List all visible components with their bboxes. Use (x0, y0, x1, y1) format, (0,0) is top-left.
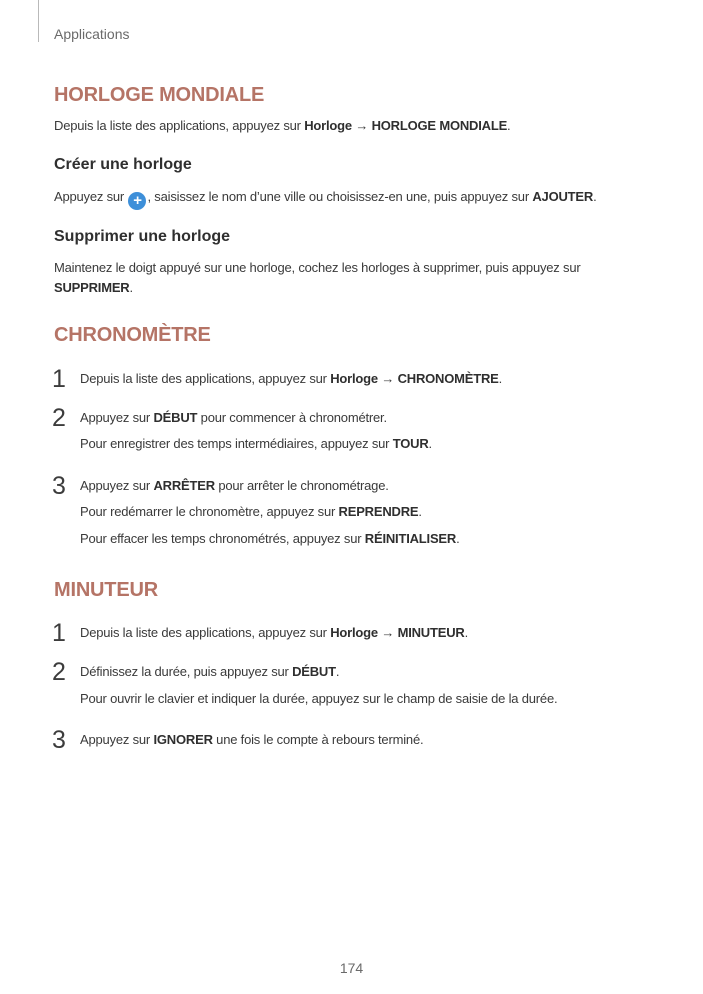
step-number: 1 (52, 619, 66, 647)
step-number: 3 (52, 472, 66, 500)
plus-icon: + (128, 192, 146, 210)
stopwatch-title: CHRONOMÈTRE (54, 324, 211, 346)
step-text: Depuis la liste des applications, appuyez sur Horloge → MINUTEUR. (80, 625, 469, 640)
step-note: Pour ouvrir le clavier et indiquer la durée, appuyez sur le champ de saisie de la durée. (80, 691, 558, 706)
step-text: Depuis la liste des applications, appuyez sur Horloge → CHRONOMÈTRE. (80, 371, 503, 386)
step-note: Pour redémarrer le chronomètre, appuyez sur REPRENDRE. (80, 504, 422, 519)
page-number: 174 (339, 960, 364, 976)
world-clock-intro: Depuis la liste des applications, appuyez sur Horloge → HORLOGE MONDIALE. (54, 118, 511, 133)
step-number: 3 (52, 726, 66, 754)
create-clock-heading: Créer une horloge (54, 156, 192, 173)
create-clock-text: Appuyez sur + , saisissez le nom d’une ville ou choisissez-en une, puis appuyez sur AJOUTER. (54, 189, 597, 209)
step-note: Pour effacer les temps chronométrés, appuyez sur RÉINITIALISER. (80, 531, 460, 546)
step-text: Appuyez sur DÉBUT pour commencer à chronométrer. (80, 410, 387, 425)
header-section-label: Applications (54, 26, 130, 42)
step-text: Appuyez sur IGNORER une fois le compte à rebours terminé. (80, 732, 424, 747)
delete-clock-text: Maintenez le doigt appuyé sur une horloge, cochez les horloges à supprimer, puis appuyez sur SUPPRIMER. (54, 260, 581, 295)
step-text: Appuyez sur ARRÊTER pour arrêter le chronométrage. (80, 478, 389, 493)
world-clock-title: HORLOGE MONDIALE (54, 84, 265, 106)
step-text: Définissez la durée, puis appuyez sur DÉBUT. (80, 664, 340, 679)
timer-title: MINUTEUR (54, 579, 158, 601)
step-number: 1 (52, 365, 66, 393)
header-divider (38, 0, 39, 42)
step-number: 2 (52, 658, 66, 686)
step-number: 2 (52, 404, 66, 432)
step-note: Pour enregistrer des temps intermédiaires, appuyez sur TOUR. (80, 436, 432, 451)
delete-clock-heading: Supprimer une horloge (54, 228, 231, 245)
